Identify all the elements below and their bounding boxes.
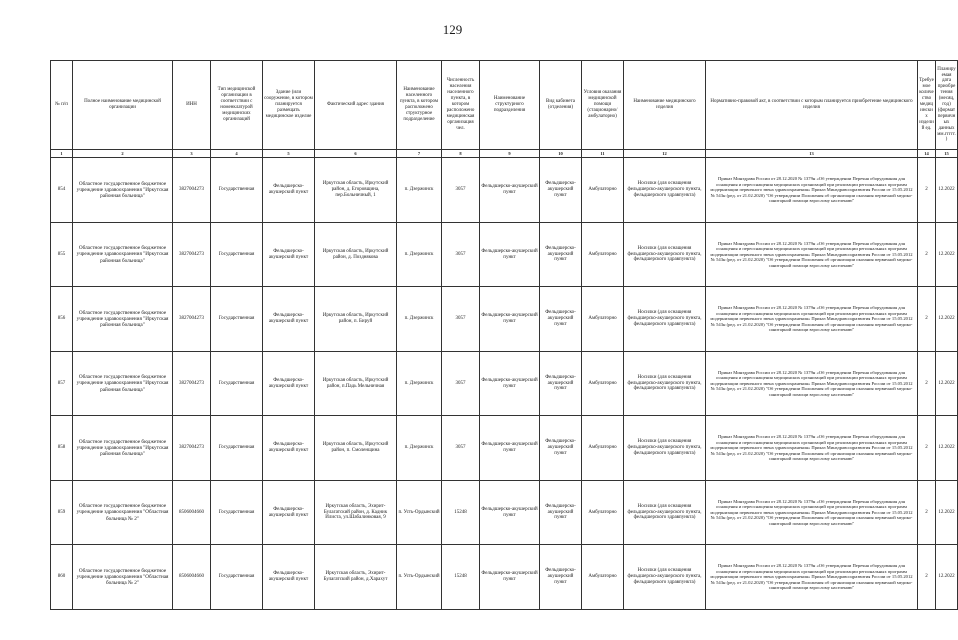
column-number: 7 <box>397 150 442 158</box>
quantity: 2 <box>918 416 936 481</box>
conditions: Амбулаторно <box>582 351 624 416</box>
legal-act: Приказ Минздрава России от 28.12.2020 № 1379н «Об утверждении Перечня оборудования для оснащения и переоснащения медицинских организаций при реализации региональных программ модернизации первичного звена здравоохранения» Приказ Минздравсоцразвития России от 15.05.2012 № 543н (ред. от 21.02.2020) "Об утверждении Положения об организации оказания первичной медико-санитарной помощи взрослому населению" <box>706 222 918 287</box>
quantity: 2 <box>918 158 936 223</box>
org-name: Областное государственное бюджетное учреждение здравоохранения "Областная больница № 2" <box>73 480 173 545</box>
row-number: 860 <box>51 545 73 610</box>
header-cell: ИНН <box>173 61 211 150</box>
row-number: 859 <box>51 480 73 545</box>
population: 3057 <box>442 416 480 481</box>
building: Фельдшерско-акушерский пункт <box>263 222 315 287</box>
table-row <box>51 416 958 481</box>
address: Иркутская область, Эхирит-Булагатский район, д.Харахут <box>315 545 397 610</box>
legal-act: Приказ Минздрава России от 28.12.2020 № 1379н «Об утверждении Перечня оборудования для оснащения и переоснащения медицинских организаций при реализации региональных программ модернизации первичного звена здравоохранения» Приказ Минздравсоцразвития России от 15.05.2012 № 543н (ред. от 21.02.2020) "Об утверждении Положения об организации оказания первичной медико-санитарной помощи взрослому населению" <box>706 416 918 481</box>
conditions: Амбулаторно <box>582 287 624 352</box>
inn: 8506004660 <box>173 545 211 610</box>
device: Носилки (для оснащения фельдшерско-акушерского пункта, фельдшерского здравпункта) <box>624 480 706 545</box>
address: Иркутская область, Иркутский район, п. Смоленщина <box>315 416 397 481</box>
purchase-date: 12.2022 <box>936 351 958 416</box>
locality: п. Дзержинск <box>397 351 442 416</box>
address: Иркутская область, Иркутский район, п. Бируй <box>315 287 397 352</box>
inn: 3827004273 <box>173 287 211 352</box>
locality: п. Дзержинск <box>397 287 442 352</box>
table-row <box>51 480 958 545</box>
org-type: Государственная <box>211 480 263 545</box>
population: 3057 <box>442 222 480 287</box>
equipment-table <box>50 60 958 610</box>
legal-act: Приказ Минздрава России от 28.12.2020 № 1379н «Об утверждении Перечня оборудования для оснащения и переоснащения медицинских организаций при реализации региональных программ модернизации первичного звена здравоохранения» Приказ Минздравсоцразвития России от 15.05.2012 № 543н (ред. от 21.02.2020) "Об утверждении Положения об организации оказания первичной медико-санитарной помощи взрослому населению" <box>706 158 918 223</box>
column-number: 13 <box>706 150 918 158</box>
header-cell: Полное наименование медицинской организации <box>73 61 173 150</box>
org-type: Государственная <box>211 158 263 223</box>
header-cell: № п/п <box>51 61 73 150</box>
table-row <box>51 287 958 352</box>
building: Фельдшерско-акушерский пункт <box>263 287 315 352</box>
row-number: 857 <box>51 351 73 416</box>
table-row <box>51 545 958 610</box>
org-name: Областное государственное бюджетное учреждение здравоохранения "Иркутская районная больница" <box>73 158 173 223</box>
column-number: 9 <box>480 150 540 158</box>
column-number: 15 <box>936 150 958 158</box>
column-number-row <box>51 150 958 158</box>
subdivision: Фельдшерско-акушерский пункт <box>480 158 540 223</box>
cabinet: Фельдшерско-акушерский пункт <box>540 222 582 287</box>
quantity: 2 <box>918 287 936 352</box>
subdivision: Фельдшерско-акушерский пункт <box>480 480 540 545</box>
subdivision: Фельдшерско-акушерский пункт <box>480 222 540 287</box>
org-name: Областное государственное бюджетное учреждение здравоохранения "Иркутская районная больница" <box>73 287 173 352</box>
header-cell: Наименование населенного пункта, в котором расположено структурное подразделение <box>397 61 442 150</box>
subdivision: Фельдшерско-акушерский пункт <box>480 287 540 352</box>
org-type: Государственная <box>211 545 263 610</box>
header-cell: Вид кабинета (отделения) <box>540 61 582 150</box>
header-cell: Тип медицинской организации в соответствии с номенклатурой медицинских организаций <box>211 61 263 150</box>
row-number: 854 <box>51 158 73 223</box>
building: Фельдшерско-акушерский пункт <box>263 480 315 545</box>
row-number: 858 <box>51 416 73 481</box>
cabinet: Фельдшерско-акушерский пункт <box>540 158 582 223</box>
cabinet: Фельдшерско-акушерский пункт <box>540 351 582 416</box>
org-name: Областное государственное бюджетное учреждение здравоохранения "Иркутская районная больница" <box>73 416 173 481</box>
address: Иркутская область, Иркутский район, д. Позднякова <box>315 222 397 287</box>
inn: 3827004273 <box>173 416 211 481</box>
address: Иркутская область, Иркутский район, д. Егоровщина, пер.Больничный, 1 <box>315 158 397 223</box>
column-number: 4 <box>211 150 263 158</box>
org-type: Государственная <box>211 351 263 416</box>
legal-act: Приказ Минздрава России от 28.12.2020 № 1379н «Об утверждении Перечня оборудования для оснащения и переоснащения медицинских организаций при реализации региональных программ модернизации первичного звена здравоохранения» Приказ Минздравсоцразвития России от 15.05.2012 № 543н (ред. от 21.02.2020) "Об утверждении Положения об организации оказания первичной медико-санитарной помощи взрослому населению" <box>706 351 918 416</box>
purchase-date: 12.2022 <box>936 545 958 610</box>
population: 3057 <box>442 351 480 416</box>
device: Носилки (для оснащения фельдшерско-акушерского пункта, фельдшерского здравпункта) <box>624 416 706 481</box>
column-number: 3 <box>173 150 211 158</box>
legal-act: Приказ Минздрава России от 28.12.2020 № 1379н «Об утверждении Перечня оборудования для оснащения и переоснащения медицинских организаций при реализации региональных программ модернизации первичного звена здравоохранения» Приказ Минздравсоцразвития России от 15.05.2012 № 543н (ред. от 21.02.2020) "Об утверждении Положения об организации оказания первичной медико-санитарной помощи взрослому населению" <box>706 480 918 545</box>
subdivision: Фельдшерско-акушерский пункт <box>480 545 540 610</box>
device: Носилки (для оснащения фельдшерско-акушерского пункта, фельдшерского здравпункта) <box>624 158 706 223</box>
locality: п. Дзержинск <box>397 158 442 223</box>
legal-act: Приказ Минздрава России от 28.12.2020 № 1379н «Об утверждении Перечня оборудования для оснащения и переоснащения медицинских организаций при реализации региональных программ модернизации первичного звена здравоохранения» Приказ Минздравсоцразвития России от 15.05.2012 № 543н (ред. от 21.02.2020) "Об утверждении Положения об организации оказания первичной медико-санитарной помощи взрослому населению" <box>706 287 918 352</box>
table-row <box>51 158 958 223</box>
org-type: Государственная <box>211 416 263 481</box>
header-cell: Численность населения населенного пункта, в котором расположено медицинская организация чел. <box>442 61 480 150</box>
device: Носилки (для оснащения фельдшерско-акушерского пункта, фельдшерского здравпункта) <box>624 287 706 352</box>
row-number: 855 <box>51 222 73 287</box>
building: Фельдшерско-акушерский пункт <box>263 416 315 481</box>
table-row <box>51 351 958 416</box>
address: Иркутская область, Эхирит-Булагатский район, д. Кадник Илиста, ул.Шабалинковая, 9 <box>315 480 397 545</box>
population: 3057 <box>442 158 480 223</box>
device: Носилки (для оснащения фельдшерско-акушерского пункта, фельдшерского здравпункта) <box>624 351 706 416</box>
page-number: 129 <box>442 22 463 37</box>
org-name: Областное государственное бюджетное учреждение здравоохранения "Иркутская районная больница" <box>73 351 173 416</box>
population: 3057 <box>442 287 480 352</box>
device: Носилки (для оснащения фельдшерско-акушерского пункта, фельдшерского здравпункта) <box>624 545 706 610</box>
locality: п. Усть-Ордынский <box>397 480 442 545</box>
building: Фельдшерско-акушерский пункт <box>263 158 315 223</box>
address: Иркутская область, Иркутский район, п.Падь Мельничная <box>315 351 397 416</box>
header-cell: Фактический адрес здания <box>315 61 397 150</box>
cabinet: Фельдшерско-акушерский пункт <box>540 287 582 352</box>
inn: 3827004273 <box>173 351 211 416</box>
table-row <box>51 222 958 287</box>
purchase-date: 12.2022 <box>936 222 958 287</box>
population: 15248 <box>442 480 480 545</box>
org-name: Областное государственное бюджетное учреждение здравоохранения "Областная больница № 2" <box>73 545 173 610</box>
conditions: Амбулаторно <box>582 545 624 610</box>
header-cell: Наименование структурного подразделения <box>480 61 540 150</box>
purchase-date: 12.2022 <box>936 416 958 481</box>
subdivision: Фельдшерско-акушерский пункт <box>480 351 540 416</box>
header-cell: Условия оказания медицинской помощи (стационарно/амбулаторно) <box>582 61 624 150</box>
column-number: 8 <box>442 150 480 158</box>
conditions: Амбулаторно <box>582 158 624 223</box>
column-number: 12 <box>624 150 706 158</box>
header-row <box>51 61 958 150</box>
quantity: 2 <box>918 480 936 545</box>
quantity: 2 <box>918 545 936 610</box>
header-cell: Наименование медицинского изделия <box>624 61 706 150</box>
purchase-date: 12.2022 <box>936 480 958 545</box>
quantity: 2 <box>918 222 936 287</box>
building: Фельдшерско-акушерский пункт <box>263 545 315 610</box>
header-cell: Требуемое количество медицинских изделий ед. <box>918 61 936 150</box>
cabinet: Фельдшерско-акушерский пункт <box>540 480 582 545</box>
column-number: 11 <box>582 150 624 158</box>
building: Фельдшерско-акушерский пункт <box>263 351 315 416</box>
population: 15248 <box>442 545 480 610</box>
purchase-date: 12.2022 <box>936 287 958 352</box>
conditions: Амбулаторно <box>582 480 624 545</box>
conditions: Амбулаторно <box>582 416 624 481</box>
purchase-date: 12.2022 <box>936 158 958 223</box>
header-cell: Планируемая дата приобретения (месяц, год) (формат первичных данных мм.ггггг.) <box>936 61 958 150</box>
column-number: 5 <box>263 150 315 158</box>
device: Носилки (для оснащения фельдшерско-акушерского пункта, фельдшерского здравпункта) <box>624 222 706 287</box>
inn: 3827004273 <box>173 158 211 223</box>
column-number: 2 <box>73 150 173 158</box>
locality: п. Дзержинск <box>397 416 442 481</box>
cabinet: Фельдшерско-акушерский пункт <box>540 416 582 481</box>
column-number: 6 <box>315 150 397 158</box>
header-cell: Здание (или сооружение, в котором планируется размещать медицинское изделие <box>263 61 315 150</box>
column-number: 10 <box>540 150 582 158</box>
cabinet: Фельдшерско-акушерский пункт <box>540 545 582 610</box>
row-number: 856 <box>51 287 73 352</box>
subdivision: Фельдшерско-акушерский пункт <box>480 416 540 481</box>
column-number: 14 <box>918 150 936 158</box>
inn: 3827004273 <box>173 222 211 287</box>
org-type: Государственная <box>211 287 263 352</box>
inn: 8506004660 <box>173 480 211 545</box>
legal-act: Приказ Минздрава России от 28.12.2020 № 1379н «Об утверждении Перечня оборудования для оснащения и переоснащения медицинских организаций при реализации региональных программ модернизации первичного звена здравоохранения» Приказ Минздравсоцразвития России от 15.05.2012 № 543н (ред. от 21.02.2020) "Об утверждении Положения об организации оказания первичной медико-санитарной помощи взрослому населению" <box>706 545 918 610</box>
header-cell: Нормативно-правовой акт, в соответствии с которым планируется приобретение медицинского изделия <box>706 61 918 150</box>
conditions: Амбулаторно <box>582 222 624 287</box>
locality: п. Усть-Ордынский <box>397 545 442 610</box>
org-name: Областное государственное бюджетное учреждение здравоохранения "Иркутская районная больница" <box>73 222 173 287</box>
org-type: Государственная <box>211 222 263 287</box>
column-number: 1 <box>51 150 73 158</box>
locality: п. Дзержинск <box>397 222 442 287</box>
quantity: 2 <box>918 351 936 416</box>
